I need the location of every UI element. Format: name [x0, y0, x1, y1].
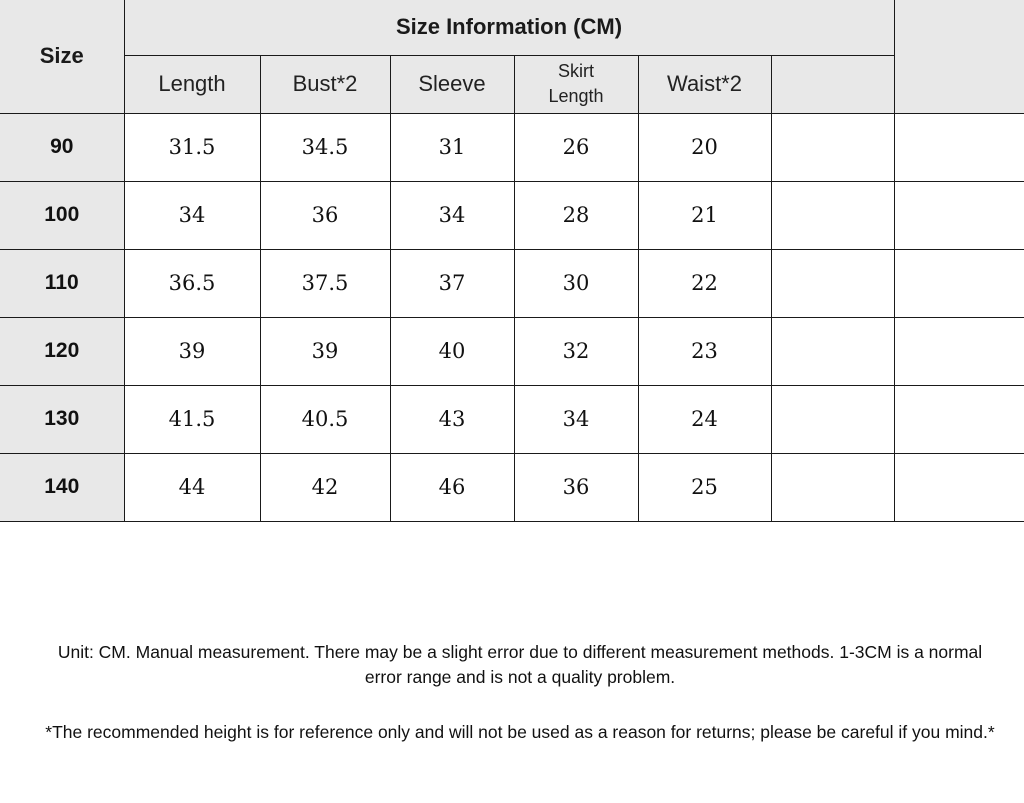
table-row: [0, 249, 1024, 317]
blank-cell: [771, 249, 894, 317]
waist-value: 21: [638, 181, 771, 249]
blank-cell: [894, 113, 1024, 181]
skirt-length-value: 36: [514, 453, 638, 521]
waist-value: 20: [638, 113, 771, 181]
size-cell: 130: [0, 385, 124, 453]
blank-cell: [771, 113, 894, 181]
blank-cell: [894, 181, 1024, 249]
length-value: 44: [124, 453, 260, 521]
sleeve-value: 37: [390, 249, 514, 317]
table-row: [0, 453, 1024, 521]
header-row-columns: [0, 55, 1024, 113]
bust-value: 39: [260, 317, 390, 385]
size-column-header: Size: [0, 0, 124, 113]
unit-note: Unit: CM. Manual measurement. There may be a slight error due to different measurement methods. 1-3CM is a normal error range and is not a quality problem.: [57, 642, 983, 687]
column-header-waist: Waist*2: [638, 55, 771, 113]
size-cell: 90: [0, 113, 124, 181]
column-header-length: Length: [124, 55, 260, 113]
blank-cell: [894, 385, 1024, 453]
skirt-length-value: 26: [514, 113, 638, 181]
skirt-length-value: 28: [514, 181, 638, 249]
length-value: 41.5: [124, 385, 260, 453]
length-value: 34: [124, 181, 260, 249]
size-cell: 100: [0, 181, 124, 249]
sleeve-value: 40: [390, 317, 514, 385]
size-cell: 120: [0, 317, 124, 385]
column-header-sleeve: Sleeve: [390, 55, 514, 113]
length-value: 31.5: [124, 113, 260, 181]
sleeve-value: 43: [390, 385, 514, 453]
blank-cell: [771, 317, 894, 385]
skirt-length-value: 34: [514, 385, 638, 453]
blank-cell: [894, 317, 1024, 385]
column-header-skirt-length: [514, 55, 638, 113]
header-row-top: [0, 0, 1024, 55]
column-header-bust: Bust*2: [260, 55, 390, 113]
skirt-line-2: Length: [548, 86, 604, 106]
table-row: [0, 385, 1024, 453]
sleeve-value: 31: [390, 113, 514, 181]
waist-value: 25: [638, 453, 771, 521]
empty-header-cell: [894, 0, 1024, 113]
length-value: 39: [124, 317, 260, 385]
length-value: 36.5: [124, 249, 260, 317]
skirt-line-1: Skirt: [558, 61, 594, 81]
skirt-length-value: 30: [514, 249, 638, 317]
bust-value: 34.5: [260, 113, 390, 181]
column-header-blank: [771, 55, 894, 113]
size-cell: 110: [0, 249, 124, 317]
waist-value: 23: [638, 317, 771, 385]
bust-value: 42: [260, 453, 390, 521]
waist-value: 24: [638, 385, 771, 453]
blank-cell: [771, 181, 894, 249]
size-cell: 140: [0, 453, 124, 521]
table-row: [0, 317, 1024, 385]
size-information-header: Size Information (CM): [124, 0, 894, 55]
bust-value: 37.5: [260, 249, 390, 317]
bust-value: 40.5: [260, 385, 390, 453]
height-note: *The recommended height is for reference only and will not be used as a reason for returns; please be careful if you mind.*: [45, 722, 995, 742]
blank-cell: [894, 453, 1024, 521]
table-row: [0, 181, 1024, 249]
bust-value: 36: [260, 181, 390, 249]
blank-cell: [894, 249, 1024, 317]
waist-value: 22: [638, 249, 771, 317]
blank-cell: [771, 453, 894, 521]
sleeve-value: 46: [390, 453, 514, 521]
skirt-length-value: 32: [514, 317, 638, 385]
sleeve-value: 34: [390, 181, 514, 249]
blank-cell: [771, 385, 894, 453]
table-row: [0, 113, 1024, 181]
